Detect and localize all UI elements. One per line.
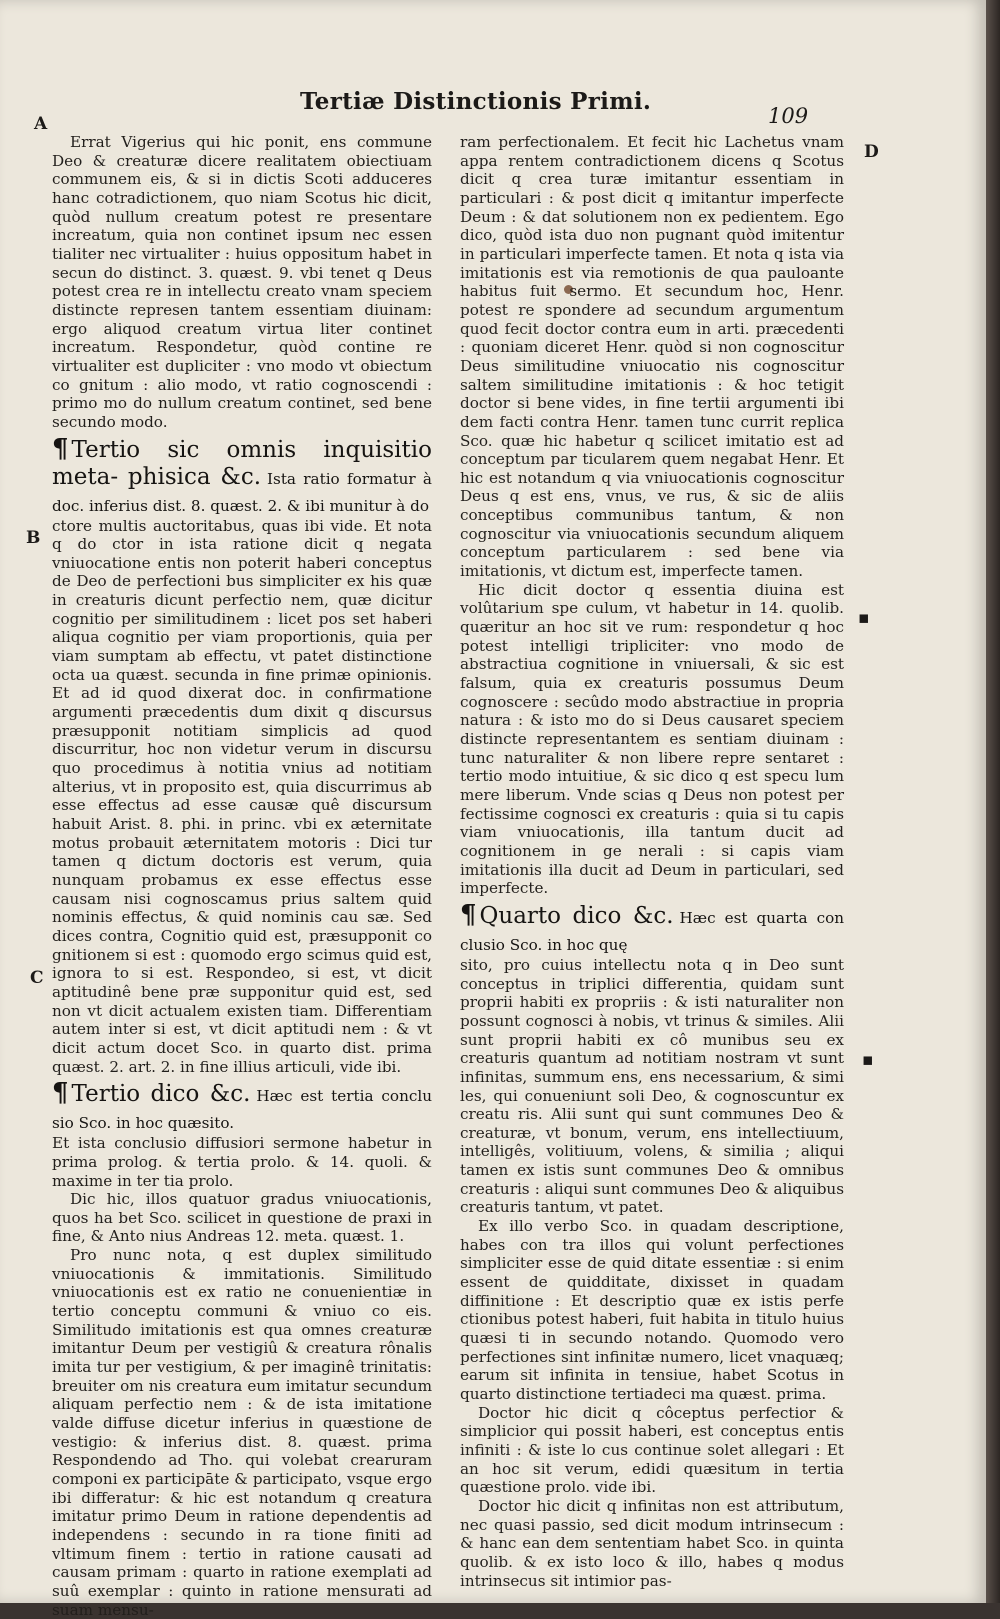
heading-text: Quarto dico &c.	[479, 902, 674, 929]
margin-letter-b: B	[26, 528, 41, 548]
margin-letter-c: C	[30, 968, 44, 988]
paragraph: Et ista conclusio diffusiori sermone habetur in prima prolog. & tertia prolo. & 14. quoli. & maxime in ter tia prolo.	[52, 1134, 432, 1190]
section-heading	[52, 433, 432, 516]
paragraph: sito, pro cuius intellectu nota q in Deo sunt conceptus in triplici differentia, quidam sunt proprii habiti ex propriis : & isti naturaliter non possunt cognosci à nobis, vt trinus & similes. Alii sunt proprii habiti ex cô munibus seu ex creaturis quantum ad notitiam nostram vt sunt infinitas, summum ens, ens necessarium, & simi les, qui conueniunt soli Deo, & cognoscuntur ex creatu ris. Alii sunt qui sunt communes Deo & creaturæ, vt bonum, verum, ens intellectiuum, intelligês, volitiuum, volens, & similia ; aliqui tamen ex istis sunt communes Deo & omnibus creaturis : aliqui sunt communes Deo & aliquibus creaturis tantum, vt patet.	[460, 955, 844, 1217]
margin-mark-right-2: ▪	[862, 1050, 874, 1070]
pilcrow-icon: ¶	[52, 433, 69, 464]
section-heading	[52, 1080, 432, 1133]
heading-continuation: Hæc est quarta con clusio Sco. in hoc quę	[460, 908, 844, 954]
paragraph: Doctor hic dicit q infinitas non est attributum, nec quasi passio, sed dicit modum intrinsecum : & hanc ean dem sententiam habet Sco. in quinta quolib. & ex isto loco & illo, habes q modus intrinsecus sit intimior pas-	[460, 1496, 844, 1590]
section-heading	[460, 899, 844, 955]
paragraph: Pro nunc nota, q est duplex similitudo vniuocationis & immitationis. Similitudo vniuocationis est ex ratio ne conuenientiæ in tertio conceptu communi & vniuo co eis. Similitudo imitationis est qua omnes creaturæ imitantur Deum per vestigiû & creatura rônalis imita tur per vestigium, & per imaginê trinitatis: breuiter om nis creatura eum imitatur secundum aliquam perfectio nem : & de ista imitatione valde diffuse dicetur inferius in quæstione de vestigio: & inferius dist. 8. quæst. prima Respondendo ad Tho. qui volebat crearuram componi ex participāte & participato, vsque ergo ibi differatur: & hic est notandum q creatura imitatur primo Deum in ratione dependentis ad independens : secundo in ra tione finiti ad vltimum finem : tertio in ratione causati ad causam primam : quarto in ratione exemplati ad suû exemplar : quinto in ratione mensurati ad suam mensu-	[52, 1246, 432, 1619]
paragraph: Dic hic, illos quatuor gradus vniuocationis, quos ha bet Sco. scilicet in questione de praxi in fine, & Anto nius Andreas 12. meta. quæst. 1.	[52, 1190, 432, 1246]
paragraph: Ex illo verbo Sco. in quadam descriptione, habes con tra illos qui volunt perfectiones simpliciter esse de quid ditate essentiæ : si enim essent de quidditate, dixisset in quadam diffinitione : Et descriptio quæ ex istis perfe ctionibus potest haberi, fuit habita in titulo huius quæsi ti in secundo notando. Quomodo vero perfectiones sint infinitæ numero, licet vnaquæq; earum sit infinita in tensiue, habet Scotus in quarto distinctione tertiadeci ma quæst. prima.	[460, 1217, 844, 1403]
left-column	[52, 133, 432, 1619]
book-fore-edge	[986, 0, 1000, 1603]
paragraph: Errat Vigerius qui hic ponit, ens commune Deo & creaturæ dicere realitatem obiectiuam communem eis, & si in dictis Scoti adduceres hanc cotradictionem, quo niam Scotus hic dicit, quòd nullum creatum potest re presentare increatum, quia non continet ipsum nec essen tialiter nec virtualiter : huius oppositum habet in secun do distinct. 3. quæst. 9. vbi tenet q Deus potest crea re in intellectu creato vnam speciem distincte represen tantem essentiam diuinam: ergo aliquod creatum virtua liter continet increatum. Respondetur, quòd contine re virtualiter est dupliciter : vno modo vt obiectum co gnitum : alio modo, vt ratio cognoscendi : primo mo do nullum creatum continet, sed bene secundo modo.	[52, 133, 432, 431]
folio-number: 109	[768, 104, 809, 128]
pilcrow-icon: ¶	[52, 1078, 69, 1109]
heading-continuation: Hæc est tertia conclu sio Sco. in hoc quæsito.	[52, 1087, 433, 1133]
heading-text: Tertio sic omnis inquisitio meta- phisica &c.	[52, 436, 432, 490]
margin-letter-a: A	[34, 114, 48, 134]
margin-letter-d: D	[864, 142, 879, 162]
right-column	[460, 133, 844, 1590]
margin-mark-right-1: ▪	[858, 608, 870, 628]
running-title: Tertiæ Distinctionis Primi.	[300, 88, 652, 115]
paragraph: Hic dicit doctor q essentia diuina est volûtarium spe culum, vt habetur in 14. quolib. quæritur an hoc sit ve rum: respondetur q hoc potest intelligi tripliciter: vno modo de abstractiua cognitione in vniuersali, & sic est falsum, quia ex creaturis possumus Deum cognoscere : secûdo modo abstractiue in propria natura : & isto mo do si Deus causaret speciem distincte representantem es sentiam diuinam : tunc naturaliter & non libere repre sentaret : tertio modo intuitiue, & sic dico q est specu lum mere liberum. Vnde scias q Deus non potest per fectissime cognosci ex creaturis : quia si tu capis viam vniuocationis, illa tantum ducit ad cognitionem in ge nerali : si capis viam imitationis illa ducit ad Deum in particulari, sed imperfecte.	[460, 580, 844, 898]
paragraph: Doctor hic dicit q côceptus perfectior & simplicior qui possit haberi, est conceptus entis infiniti : & iste lo cus continue solet allegari : Et an hoc sit verum, edidi quæsitum in tertia quæstione prolo. vide ibi.	[460, 1403, 844, 1497]
paragraph: ram perfectionalem. Et fecit hic Lachetus vnam appa rentem contradictionem dicens q Scotus dicit q crea turæ imitantur essentiam in particulari : & post dicit q imitantur imperfecte Deum : & dat solutionem non ex pedientem. Ego dico, quòd ista duo non pugnant quòd imitentur in particulari imperfecte tamen. Et nota q ista via imitationis est via remotionis de qua pauloante habitus fuit sermo. Et secundum hoc, Henr. potest re spondere ad secundum argumentum quod fecit doctor contra eum in arti. præcedenti : quoniam diceret Henr. quòd si non cognoscitur Deus similitudine vniuocatio nis cognoscitur saltem similitudine imitationis : & hoc tetigit doctor si bene vides, in fine tertii argumenti ibi dem facti contra Henr. tamen tunc currit replica Sco. quæ hic habetur q scilicet imitatio est ad conceptum par ticularem quem negabat Henr. Et hic est notandum q via vniuocationis cognoscitur Deus q est ens, vnus, ve rus, & sic de aliis conceptibus communibus tantum, & non cognoscitur via vniuocationis secundum aliquem conceptum particularem : sed bene via imitationis, vt dictum est, imperfecte tamen.	[460, 133, 844, 581]
paragraph: ctore multis auctoritabus, quas ibi vide. Et nota q do ctor in ista ratione dicit q negata vniuocatione entis non poterit haberi conceptus de Deo de perfectioni bus simpliciter ex his quæ in creaturis dicunt perfectio nem, quæ dicitur cognitio per similitudinem : licet pos set haberi aliqua cognitio per viam proportionis, quia per viam sumptam ab effectu, vt patet distinctione octa ua quæst. secunda in fine primæ opinionis. Et ad id quod dixerat doc. in confirmatione argumenti præcedentis dum dixit q discursus præsupponit notitiam simplicis ad quod discurritur, hoc non videtur verum in discursu quo procedimus à notitia vnius ad notitiam alterius, vt in proposito est, quia discurrimus ab esse effectus ad esse causæ quê discursum habuit Arist. 8. phi. in princ. vbi ex æternitate motus probauit æternitatem motoris : Dici tur tamen q dictum doctoris est verum, quia nunquam probamus ex esse effectus esse causam nisi cognoscamus prius saltem quid nominis effectus, & quid nominis cau sæ. Sed dices contra, Cognitio quid est, præsupponit co gnitionem si est : quomodo ergo scimus quid est, ignora to si est. Respondeo, si est, vt dicit aptitudinê bene præ supponitur quid est, sed non vt dicit actualem existen tiam. Differentiam autem inter si est, vt dicit aptitudi nem : & vt dicit actum docet Sco. in quarto dist. prima quæst. 2. art. 2. in fine illius articuli, vide ibi.	[52, 516, 432, 1076]
heading-text: Tertio dico &c.	[71, 1081, 251, 1108]
heading-continuation: Ista ratio formatur à doc. inferius dist. 8. quæst. 2. & ibi munitur à do	[52, 469, 432, 515]
pilcrow-icon: ¶	[460, 899, 477, 930]
